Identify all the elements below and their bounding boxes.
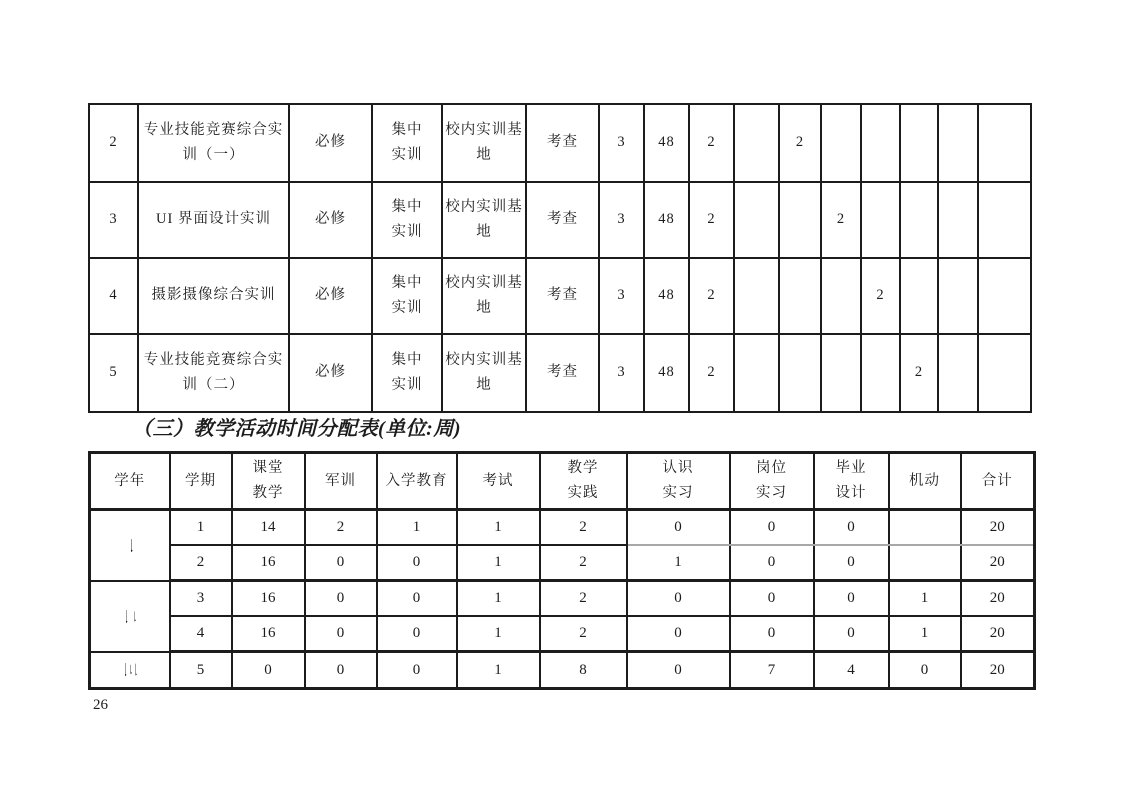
sem4-cell xyxy=(861,182,900,258)
header-enrollment-education: 入学教育 xyxy=(377,453,457,510)
value-cell: 20 xyxy=(961,581,1035,616)
time-allocation-table xyxy=(88,451,1036,690)
value-cell: 0 xyxy=(377,616,457,652)
value-cell xyxy=(889,545,961,581)
sem3-cell xyxy=(821,258,861,334)
sem4-cell xyxy=(861,334,900,412)
value-cell: 16 xyxy=(232,581,305,616)
value-cell: 20 xyxy=(961,652,1035,689)
sem1-cell xyxy=(734,182,779,258)
hours: 48 xyxy=(644,182,689,258)
course-type: 必修 xyxy=(289,334,372,412)
sem1-cell xyxy=(734,258,779,334)
value-cell: 0 xyxy=(377,545,457,581)
remark-cell xyxy=(978,182,1031,258)
value-cell: 0 xyxy=(232,652,305,689)
value-cell: 0 xyxy=(730,616,814,652)
value-cell: 2 xyxy=(540,581,627,616)
course-place: 校内实训基 地 xyxy=(442,334,526,412)
sem6-cell xyxy=(938,182,978,258)
header-classroom-teaching: 课堂 教学 xyxy=(232,453,305,510)
header-teaching-practice: 教学 实践 xyxy=(540,453,627,510)
value-cell: 20 xyxy=(961,545,1035,581)
sem1-cell xyxy=(734,104,779,182)
table-row xyxy=(89,182,1031,258)
table-row xyxy=(90,545,1035,581)
hours: 48 xyxy=(644,334,689,412)
course-mode: 集中 实训 xyxy=(372,258,442,334)
value-cell: 1 xyxy=(889,616,961,652)
course-type: 必修 xyxy=(289,182,372,258)
value-cell: 0 xyxy=(627,510,730,545)
value-cell: 0 xyxy=(730,545,814,581)
value-cell: 2 xyxy=(540,545,627,581)
sem3-cell: 2 xyxy=(821,182,861,258)
header-flexible: 机动 xyxy=(889,453,961,510)
semester-cell: 2 xyxy=(170,545,232,581)
course-mode: 集中 实训 xyxy=(372,104,442,182)
weekly-hours: 2 xyxy=(689,104,734,182)
remark-cell xyxy=(978,258,1031,334)
value-cell: 0 xyxy=(627,581,730,616)
course-name: 专业技能竞赛综合实 训（一） xyxy=(138,104,289,182)
value-cell: 0 xyxy=(377,652,457,689)
credits: 3 xyxy=(599,334,644,412)
value-cell: 8 xyxy=(540,652,627,689)
sem3-cell xyxy=(821,334,861,412)
value-cell: 16 xyxy=(232,616,305,652)
value-cell: 2 xyxy=(540,616,627,652)
value-cell: 0 xyxy=(814,510,889,545)
year-label: 一 xyxy=(120,538,137,553)
course-plan-table xyxy=(88,103,1032,413)
value-cell: 0 xyxy=(730,510,814,545)
table-row xyxy=(89,104,1031,182)
sem1-cell xyxy=(734,334,779,412)
assessment: 考查 xyxy=(526,334,599,412)
year-cell xyxy=(90,581,170,652)
year-label: 二 xyxy=(120,608,137,624)
sem5-cell: 2 xyxy=(900,334,938,412)
value-cell: 0 xyxy=(627,652,730,689)
sem4-cell xyxy=(861,104,900,182)
sem2-cell xyxy=(779,334,821,412)
value-cell: 1 xyxy=(457,510,540,545)
sem2-cell xyxy=(779,182,821,258)
value-cell: 16 xyxy=(232,545,305,581)
credits: 3 xyxy=(599,104,644,182)
weekly-hours: 2 xyxy=(689,334,734,412)
value-cell: 0 xyxy=(814,581,889,616)
value-cell: 1 xyxy=(627,545,730,581)
value-cell: 1 xyxy=(457,545,540,581)
row-number: 5 xyxy=(89,334,138,412)
semester-cell: 4 xyxy=(170,616,232,652)
remark-cell xyxy=(978,104,1031,182)
assessment: 考查 xyxy=(526,182,599,258)
course-type: 必修 xyxy=(289,258,372,334)
table-row xyxy=(89,258,1031,334)
sem6-cell xyxy=(938,334,978,412)
header-semester: 学期 xyxy=(170,453,232,510)
table-row xyxy=(89,334,1031,412)
row-number: 3 xyxy=(89,182,138,258)
hours: 48 xyxy=(644,258,689,334)
header-year: 学年 xyxy=(90,453,170,510)
header-exams: 考试 xyxy=(457,453,540,510)
course-name: UI 界面设计实训 xyxy=(138,182,289,258)
remark-cell xyxy=(978,334,1031,412)
sem5-cell xyxy=(900,182,938,258)
value-cell: 2 xyxy=(305,510,377,545)
year-cell xyxy=(90,652,170,689)
sem2-cell: 2 xyxy=(779,104,821,182)
header-row xyxy=(90,453,1035,510)
value-cell: 1 xyxy=(377,510,457,545)
value-cell: 1 xyxy=(457,616,540,652)
sem3-cell xyxy=(821,104,861,182)
table-row xyxy=(90,652,1035,689)
sem5-cell xyxy=(900,104,938,182)
course-name: 专业技能竞赛综合实 训（二） xyxy=(138,334,289,412)
assessment: 考查 xyxy=(526,104,599,182)
page-number: 26 xyxy=(93,697,108,713)
weekly-hours: 2 xyxy=(689,182,734,258)
header-graduation-design: 毕业 设计 xyxy=(814,453,889,510)
value-cell: 0 xyxy=(377,581,457,616)
credits: 3 xyxy=(599,182,644,258)
row-number: 2 xyxy=(89,104,138,182)
credits: 3 xyxy=(599,258,644,334)
year-label: 三 xyxy=(120,662,137,677)
value-cell: 0 xyxy=(814,616,889,652)
value-cell: 4 xyxy=(814,652,889,689)
course-mode: 集中 实训 xyxy=(372,334,442,412)
value-cell: 1 xyxy=(457,652,540,689)
value-cell: 1 xyxy=(889,581,961,616)
table-row xyxy=(90,581,1035,616)
row-number: 4 xyxy=(89,258,138,334)
table-row xyxy=(90,510,1035,545)
header-total: 合计 xyxy=(961,453,1035,510)
header-post-internship: 岗位 实习 xyxy=(730,453,814,510)
table-row xyxy=(90,616,1035,652)
course-place: 校内实训基 地 xyxy=(442,258,526,334)
semester-cell: 1 xyxy=(170,510,232,545)
sem5-cell xyxy=(900,258,938,334)
value-cell: 0 xyxy=(627,616,730,652)
value-cell: 1 xyxy=(457,581,540,616)
course-place: 校内实训基 地 xyxy=(442,182,526,258)
value-cell xyxy=(889,510,961,545)
value-cell: 0 xyxy=(889,652,961,689)
value-cell: 0 xyxy=(730,581,814,616)
value-cell: 0 xyxy=(305,652,377,689)
semester-cell: 5 xyxy=(170,652,232,689)
value-cell: 20 xyxy=(961,616,1035,652)
sem2-cell xyxy=(779,258,821,334)
course-name: 摄影摄像综合实训 xyxy=(138,258,289,334)
sem4-cell: 2 xyxy=(861,258,900,334)
sem6-cell xyxy=(938,104,978,182)
value-cell: 0 xyxy=(814,545,889,581)
header-military-training: 军训 xyxy=(305,453,377,510)
semester-cell: 3 xyxy=(170,581,232,616)
section-title: （三）教学活动时间分配表(单位:周) xyxy=(132,418,461,440)
course-mode: 集中 实训 xyxy=(372,182,442,258)
sem6-cell xyxy=(938,258,978,334)
assessment: 考查 xyxy=(526,258,599,334)
value-cell: 7 xyxy=(730,652,814,689)
value-cell: 14 xyxy=(232,510,305,545)
course-place: 校内实训基 地 xyxy=(442,104,526,182)
weekly-hours: 2 xyxy=(689,258,734,334)
value-cell: 0 xyxy=(305,581,377,616)
value-cell: 0 xyxy=(305,616,377,652)
header-cognition-internship: 认识 实习 xyxy=(627,453,730,510)
value-cell: 2 xyxy=(540,510,627,545)
hours: 48 xyxy=(644,104,689,182)
year-cell xyxy=(90,510,170,581)
value-cell: 20 xyxy=(961,510,1035,545)
course-type: 必修 xyxy=(289,104,372,182)
value-cell: 0 xyxy=(305,545,377,581)
